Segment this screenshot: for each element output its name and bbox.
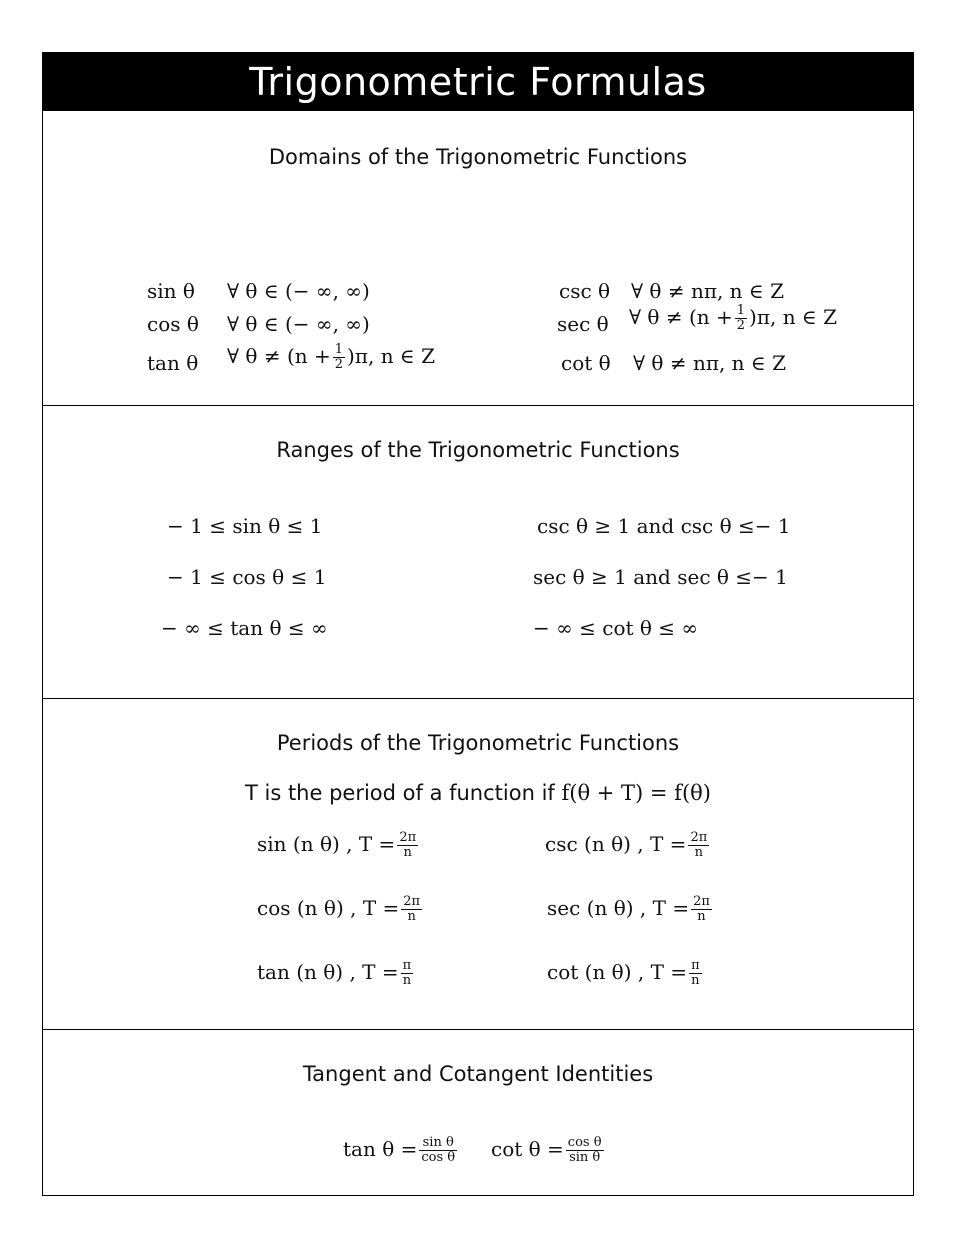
domain-sec-post: )π, n ∈ Z: [749, 305, 837, 329]
fraction-denominator: n: [403, 845, 412, 860]
fraction: [397, 831, 418, 860]
period-sin: [257, 831, 420, 860]
domain-fn-sin: sin θ: [147, 279, 195, 303]
fraction-numerator: 2π: [693, 894, 710, 909]
fraction: [401, 895, 422, 924]
fraction-denominator: cos θ: [421, 1150, 456, 1165]
domain-tan-post: )π, n ∈ Z: [347, 344, 435, 368]
domain-value-sin: ∀ θ ∈ (− ∞, ∞): [227, 279, 370, 303]
period-fn: csc (n θ) , T =: [545, 832, 687, 856]
period-csc: [545, 831, 711, 860]
domain-tan-pre: ∀ θ ≠ (n +: [227, 344, 331, 368]
fraction-denominator: n: [697, 909, 706, 924]
period-fn: sin (n θ) , T =: [257, 832, 396, 856]
period-sec: [547, 895, 714, 924]
period-fn: cot (n θ) , T =: [547, 960, 688, 984]
period-fn: tan (n θ) , T =: [257, 960, 399, 984]
period-definition: [43, 781, 913, 805]
fraction: [735, 304, 747, 333]
range-cos: − 1 ≤ cos θ ≤ 1: [167, 565, 327, 589]
domain-fn-csc: csc θ: [559, 279, 611, 303]
fraction-numerator: 2π: [399, 830, 417, 845]
domain-value-tan: [227, 343, 435, 372]
fraction-denominator: sin θ: [569, 1150, 601, 1165]
ranges-section: [43, 405, 913, 698]
tan-identity: [343, 1136, 459, 1165]
fraction-numerator: π: [691, 958, 700, 973]
domain-value-cos: ∀ θ ∈ (− ∞, ∞): [227, 312, 370, 336]
period-tan: [257, 959, 415, 988]
fraction-numerator: 1: [736, 303, 746, 318]
tan-identity-lhs: tan θ =: [343, 1137, 418, 1161]
period-cot: [547, 959, 704, 988]
ranges-heading: Ranges of the Trigonometric Functions: [276, 438, 680, 462]
page-title: Trigonometric Formulas: [43, 53, 913, 111]
fraction-numerator: 1: [334, 342, 344, 357]
fraction-denominator: n: [691, 973, 700, 988]
domains-heading: Domains of the Trigonometric Functions: [268, 145, 688, 169]
fraction: [419, 1136, 457, 1165]
period-cos: [257, 895, 424, 924]
fraction: [691, 895, 712, 924]
range-sec: sec θ ≥ 1 and sec θ ≤− 1: [533, 565, 788, 589]
period-definition-formula: f(θ + T) = f(θ): [561, 781, 711, 805]
fraction-numerator: cos θ: [567, 1135, 602, 1150]
fraction: [689, 959, 702, 988]
domain-fn-cot: cot θ: [561, 351, 611, 375]
domains-section: [43, 111, 913, 405]
range-csc: csc θ ≥ 1 and csc θ ≤− 1: [537, 514, 791, 538]
periods-section: [43, 698, 913, 1029]
domain-value-sec: [629, 304, 837, 333]
fraction-numerator: π: [402, 958, 412, 973]
domain-fn-tan: tan θ: [147, 351, 199, 375]
fraction-denominator: n: [402, 973, 412, 988]
fraction-denominator: 2: [334, 357, 344, 372]
domain-fn-sec: sec θ: [557, 312, 609, 336]
fraction: [566, 1136, 604, 1165]
range-cot: − ∞ ≤ cot θ ≤ ∞: [533, 616, 699, 640]
domain-fn-cos: cos θ: [147, 312, 199, 336]
domain-sec-pre: ∀ θ ≠ (n +: [629, 305, 733, 329]
period-fn: cos (n θ) , T =: [257, 896, 400, 920]
domain-value-cot: ∀ θ ≠ nπ, n ∈ Z: [633, 351, 786, 375]
period-definition-text: T is the period of a function if: [244, 781, 555, 805]
fraction-denominator: 2: [736, 318, 746, 333]
range-tan: − ∞ ≤ tan θ ≤ ∞: [161, 616, 328, 640]
fraction: [333, 343, 345, 372]
range-sin: − 1 ≤ sin θ ≤ 1: [167, 514, 323, 538]
fraction-numerator: sin θ: [419, 1136, 457, 1151]
periods-heading: Periods of the Trigonometric Functions: [276, 731, 680, 755]
cot-identity-lhs: cot θ =: [491, 1137, 564, 1161]
fraction: [401, 959, 414, 988]
cot-identity: [491, 1136, 606, 1165]
formula-sheet: [42, 52, 914, 1196]
domain-value-csc: ∀ θ ≠ nπ, n ∈ Z: [631, 279, 784, 303]
fraction: [688, 831, 709, 860]
fraction-denominator: n: [407, 909, 416, 924]
fraction-numerator: 2π: [403, 894, 421, 909]
period-fn: sec (n θ) , T =: [547, 896, 690, 920]
identities-heading: Tangent and Cotangent Identities: [302, 1062, 654, 1086]
identities-section: [43, 1029, 913, 1197]
fraction-numerator: 2π: [690, 830, 708, 845]
fraction-denominator: n: [694, 845, 704, 860]
